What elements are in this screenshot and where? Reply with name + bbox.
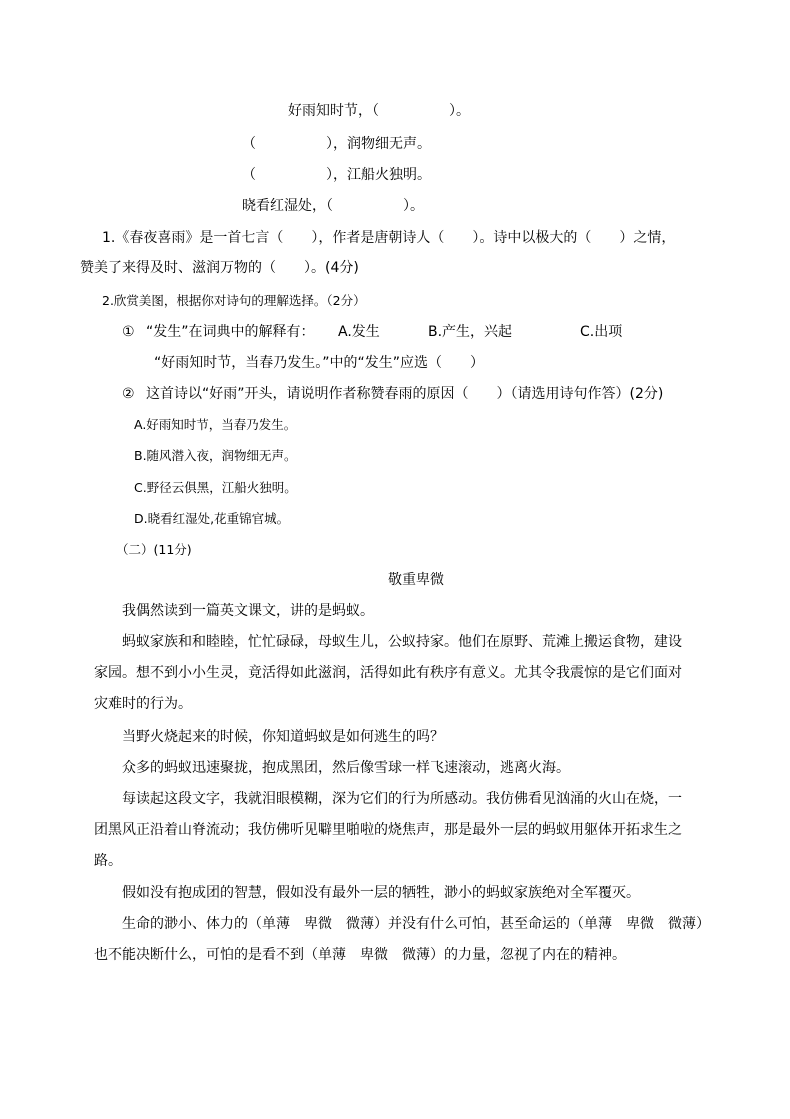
- passage-line: 每读起这段文字，我就泪眼模糊，深为它们的行为所感动。我仿佛看见汹涌的火山在烧，一: [122, 791, 682, 807]
- choice-b: B.随风潜入夜，润物细无声。: [134, 448, 297, 463]
- passage-title: 敬重卑微: [388, 572, 444, 588]
- sub-question-2-marker: ②: [122, 386, 135, 402]
- option-a: A.发生: [338, 324, 380, 340]
- choice-c: C.野径云俱黑，江船火独明。: [134, 480, 297, 495]
- poem-line-1: 好雨知时节，（ ）。: [288, 103, 470, 119]
- passage-line: 团黑风正沿着山脊流动；我仿佛听见噼里啪啦的烧焦声，那是最外一层的蚂蚁用躯体开拓求生之: [94, 822, 682, 838]
- choice-d: D.晓看红湿处,花重锦官城。: [134, 511, 290, 526]
- passage-line: 灾难时的行为。: [94, 696, 192, 712]
- option-b: B.产生，兴起: [428, 324, 513, 340]
- passage-line: 众多的蚂蚁迅速聚拢，抱成黑团，然后像雪球一样飞速滚动，逃离火海。: [122, 760, 570, 776]
- passage-line: 生命的渺小、体力的（单薄 卑微 微薄）并没有什么可怕，甚至命运的（单薄 卑微 微薄）: [122, 916, 710, 932]
- poem-line-2: （ ），润物细无声。: [242, 136, 431, 152]
- passage-line: 也不能决断什么，可怕的是看不到（单薄 卑微 微薄）的力量，忽视了内在的精神。: [94, 947, 626, 963]
- option-c: C.出项: [580, 324, 623, 340]
- choice-a: A.好雨知时节，当春乃发生。: [134, 417, 297, 432]
- sub-question-1-text: “发生”在词典中的解释有：: [146, 324, 315, 340]
- passage-line: 假如没有抱成团的智慧，假如没有最外一层的牺牲，渺小的蚂蚁家族绝对全军覆灭。: [122, 885, 640, 901]
- sub-question-1-question: “好雨知时节，当春乃发生。”中的“发生”应选（ ）: [154, 355, 485, 371]
- sub-question-1-marker: ①: [122, 324, 135, 340]
- passage-line: 我偶然读到一篇英文课文，讲的是蚂蚁。: [122, 603, 374, 619]
- passage-line: 路。: [94, 853, 122, 869]
- question-2-title: 2.欣赏美图，根据你对诗句的理解选择。（2分）: [102, 293, 366, 308]
- question-1-line-1: 1.《春夜喜雨》是一首七言（ ），作者是唐朝诗人（ ）。诗中以极大的（ ）之情，: [102, 230, 676, 246]
- question-1-line-2: 赞美了来得及时、滋润万物的（ ）。(4分): [80, 260, 359, 276]
- passage-line: 蚂蚁家族和和睦睦，忙忙碌碌，母蚁生儿，公蚁持家。他们在原野、荒滩上搬运食物，建设: [122, 634, 682, 650]
- passage-line: 当野火烧起来的时候，你知道蚂蚁是如何逃生的吗？: [122, 729, 444, 745]
- poem-line-3: （ ），江船火独明。: [242, 167, 431, 183]
- section-2-header: （二）(11分): [116, 542, 192, 557]
- sub-question-2-text: 这首诗以“好雨”开头，请说明作者称赞春雨的原因（ ）（请选用诗句作答）(2分): [146, 386, 664, 402]
- passage-line: 家园。想不到小小生灵，竟活得如此滋润，活得如此有秩序有意义。尤其令我震惊的是它们面对: [94, 665, 682, 681]
- poem-line-4: 晓看红湿处，（ ）。: [242, 198, 424, 214]
